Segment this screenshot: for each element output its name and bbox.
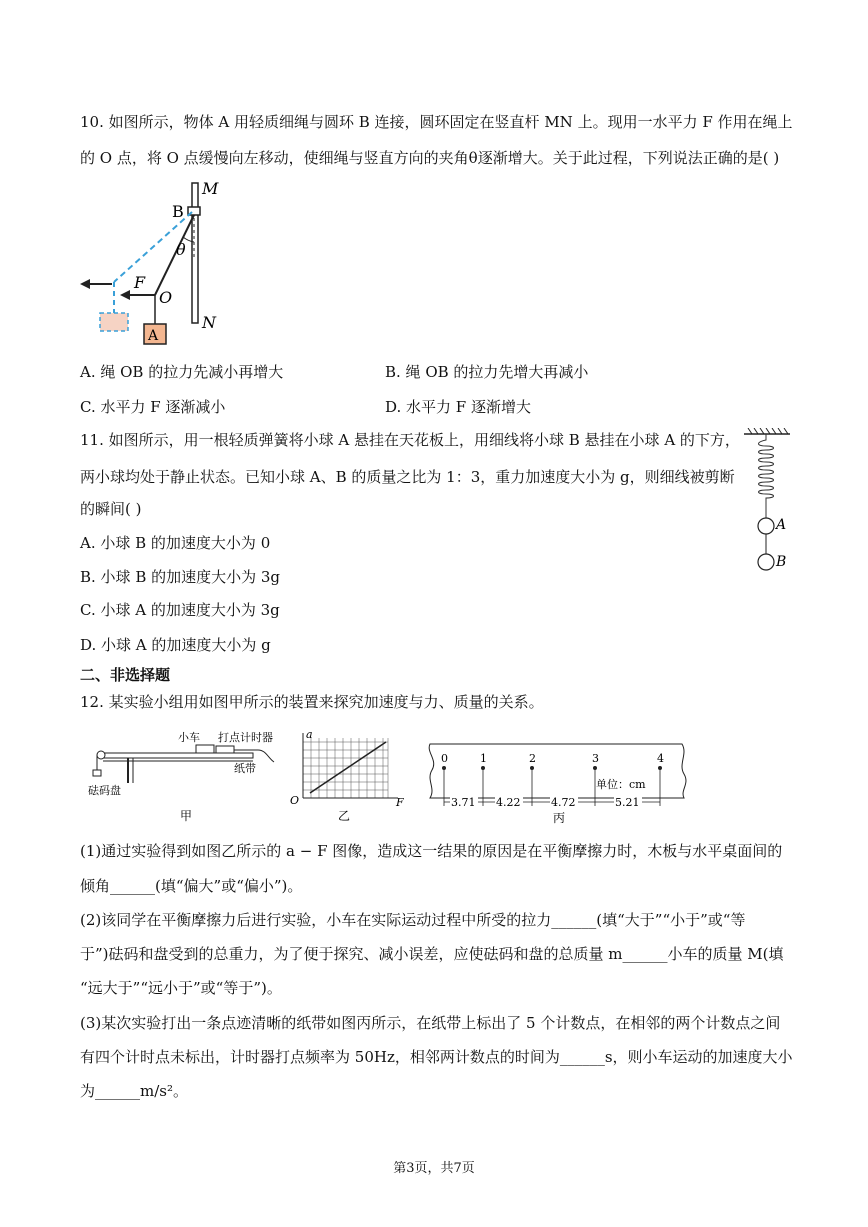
fig-bing (420, 738, 700, 828)
point-2 (530, 766, 534, 770)
board (103, 753, 253, 758)
q11-text-line2: 两小球均处于静止状态。已知小球 A、B 的质量之比为 1：3，重力加速度大小为 g，则细线被剪断 (80, 468, 735, 486)
label-pan: 砝码盘 (88, 784, 121, 797)
distance-23: 4.72 (551, 796, 576, 809)
q11-figure (740, 428, 800, 578)
fig-jia (88, 728, 288, 828)
point-label-3: 3 (592, 752, 599, 765)
q12-p1-line2: 倾角______(填“偏大”或“偏小”)。 (80, 877, 303, 895)
label-axis-a: a (306, 728, 313, 741)
q11-option-b: B. 小球 B 的加速度大小为 3g (80, 568, 281, 586)
q10-option-b: B. 绳 OB 的拉力先增大再减小 (385, 363, 589, 381)
q10-option-d: D. 水平力 F 逐渐增大 (385, 398, 531, 416)
point-label-2: 2 (529, 752, 536, 765)
fig-yi (288, 728, 408, 828)
distance-34: 5.21 (615, 796, 640, 809)
pole-mn (192, 183, 198, 323)
q12-intro: 12. 某实验小组用如图甲所示的装置来探究加速度与力、质量的关系。 (80, 693, 544, 711)
label-o: O (159, 288, 173, 307)
unit-label: 单位：cm (596, 778, 646, 791)
ball-b (758, 554, 774, 570)
q10-option-a: A. 绳 OB 的拉力先减小再增大 (80, 363, 284, 381)
label-m: M (202, 179, 219, 198)
q12-p1-line1: (1)通过实验得到如图乙所示的 a − F 图像，造成这一结果的原因是在平衡摩擦力时，木板与水平桌面间的 (80, 842, 783, 860)
far-arrow-head (80, 279, 90, 289)
q11-text-line3: 的瞬间( ) (80, 500, 142, 518)
section-heading: 二、非选择题 (80, 666, 171, 684)
force-f-head (120, 290, 130, 300)
label-b: B (172, 202, 184, 221)
distance-01: 3.71 (451, 796, 476, 809)
timer (216, 746, 234, 753)
point-label-4: 4 (657, 752, 664, 765)
point-4 (658, 766, 662, 770)
label-timer: 打点计时器 (218, 731, 273, 744)
q12-p3-line3: 为______m/s²。 (80, 1082, 188, 1100)
label-axis-f: F (396, 796, 404, 809)
tape-strip (429, 744, 686, 798)
point-1 (481, 766, 485, 770)
q10-text-line2: 的 O 点，将 O 点缓慢向左移动，使细绳与竖直方向的夹角θ逐渐增大。关于此过程，下列说法正确的是( ) (80, 149, 780, 167)
label-n: N (202, 313, 216, 332)
q10-figure (78, 178, 238, 348)
point-0 (442, 766, 446, 770)
label-axis-o: O (290, 794, 300, 807)
q11-option-d: D. 小球 A 的加速度大小为 g (80, 636, 271, 654)
q11-text-line1: 11. 如图所示，用一根轻质弹簧将小球 A 悬挂在天花板上，用细线将小球 B 悬挂在小球 A 的下方， (80, 431, 740, 449)
label-ball-a: A (776, 517, 787, 533)
point-label-1: 1 (480, 752, 487, 765)
caption-yi: 乙 (338, 809, 351, 823)
a-f-line (310, 742, 386, 793)
q10-text-line1: 10. 如图所示，物体 A 用轻质细绳与圆环 B 连接，圆环固定在竖直杆 MN 上。现用一水平力 F 作用在绳上 (80, 113, 793, 131)
label-theta: θ (176, 240, 186, 259)
caption-jia: 甲 (180, 809, 193, 823)
car (196, 745, 214, 753)
dashed-block (100, 313, 128, 331)
q12-p2-line2: 于”)砝码和盘受到的总重力，为了便于探究、减小误差，应使砝码和盘的总质量 m______小车的质量 M(填 (80, 945, 784, 963)
label-car: 小车 (178, 731, 200, 744)
point-label-0: 0 (441, 752, 448, 765)
spring (759, 434, 774, 518)
pan (93, 770, 101, 776)
q12-p3-line2: 有四个计时点未标出，计时器打点频率为 50Hz，相邻两计数点的时间为______s，则小车运动的加速度大小 (80, 1048, 793, 1066)
q11-option-a: A. 小球 B 的加速度大小为 0 (80, 534, 271, 552)
q10-option-c: C. 水平力 F 逐渐减小 (80, 398, 226, 416)
q11-option-c: C. 小球 A 的加速度大小为 3g (80, 601, 280, 619)
label-f: F (134, 273, 146, 292)
label-tape: 纸带 (234, 762, 256, 775)
label-a: A (148, 328, 159, 344)
distance-12: 4.22 (496, 796, 521, 809)
page-footer: 第3页，共7页 (393, 1161, 475, 1176)
q12-p2-line3: “远大于”“远小于”或“等于”)。 (80, 979, 282, 997)
q12-p2-line1: (2)该同学在平衡摩擦力后进行实验，小车在实际运动过程中所受的拉力______(填“大于”“小于”或“等 (80, 911, 746, 929)
point-3 (593, 766, 597, 770)
label-ball-b: B (776, 554, 787, 570)
caption-bing: 丙 (553, 811, 566, 825)
pulley (97, 751, 105, 759)
ball-a (758, 518, 774, 534)
q12-p3-line1: (3)某次实验打出一条点迹清晰的纸带如图丙所示，在纸带上标出了 5 个计数点，在相邻的两个计数点之间 (80, 1014, 781, 1032)
